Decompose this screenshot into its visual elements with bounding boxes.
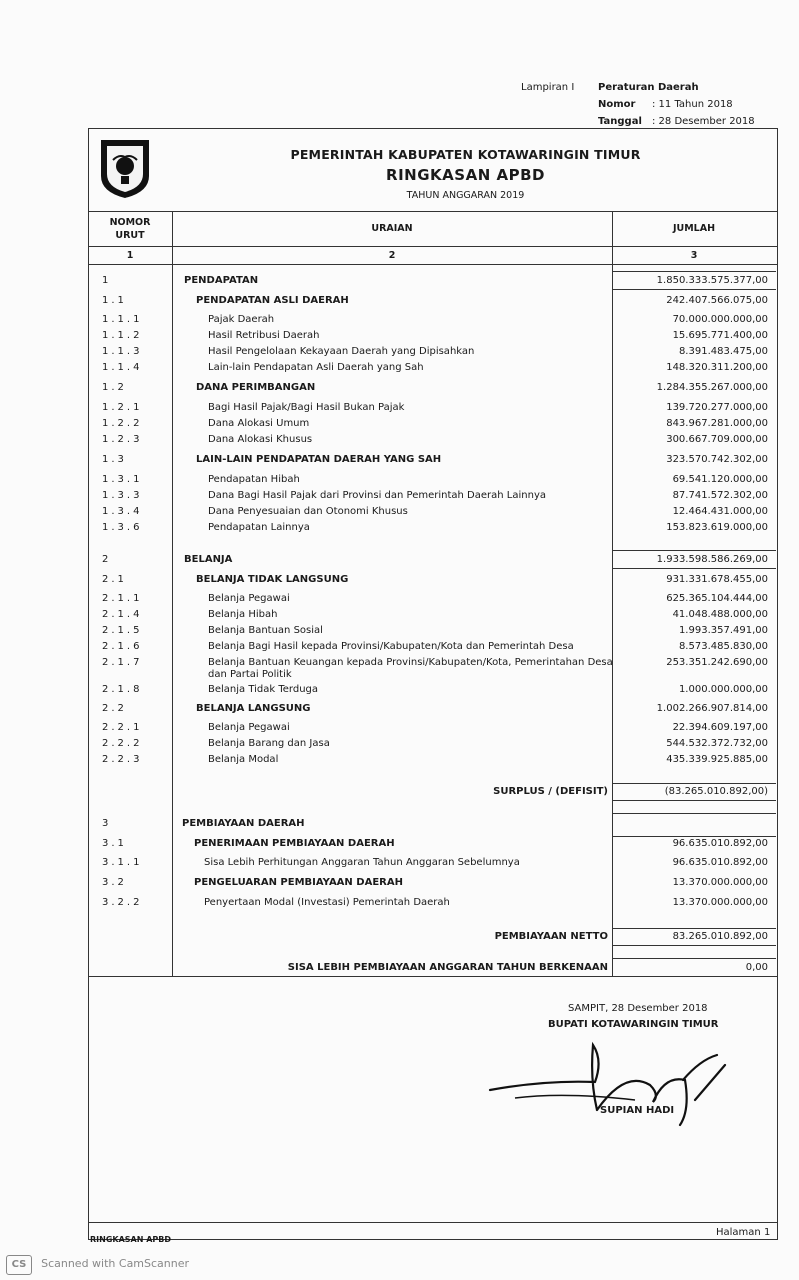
row-amount: 1.933.598.586.269,00 xyxy=(656,554,768,565)
signature-place-date: SAMPIT, 28 Desember 2018 xyxy=(568,1003,708,1014)
row-amount: 8.573.485.830,00 xyxy=(678,641,768,652)
row-number: 1.3.3 xyxy=(102,490,143,501)
row-number: 3.2.2 xyxy=(102,897,143,908)
row-description: Belanja Bagi Hasil kepada Provinsi/Kabupaten/Kota dan Pemerintah Desa xyxy=(208,641,574,652)
row-amount: 15.695.771.400,00 xyxy=(672,330,768,341)
row-number: 1.2.3 xyxy=(102,434,143,445)
row-number: 1.3 xyxy=(102,454,127,465)
row-description: BELANJA xyxy=(184,554,233,565)
row-description: Hasil Retribusi Daerah xyxy=(208,330,320,341)
row-description: Penyertaan Modal (Investasi) Pemerintah Daerah xyxy=(204,897,450,908)
government-title: PEMERINTAH KABUPATEN KOTAWARINGIN TIMUR xyxy=(290,147,641,162)
row-amount: 22.394.609.197,00 xyxy=(672,722,768,733)
row-number: 2.1.8 xyxy=(102,684,143,695)
row-description: PEMBIAYAAN DAERAH xyxy=(182,818,305,829)
row-description: Pendapatan Hibah xyxy=(208,474,300,485)
camscanner-text: Scanned with CamScanner xyxy=(41,1257,190,1270)
row-amount: 625.365.104.444,00 xyxy=(666,593,768,604)
row-description: Dana Alokasi Khusus xyxy=(208,434,313,445)
row-description: PENDAPATAN xyxy=(184,275,259,286)
row-description: Belanja Tidak Terduga xyxy=(208,684,319,695)
row-number: 2.2.2 xyxy=(102,738,143,749)
amount-box-top-line xyxy=(612,271,776,272)
row-number: 2.1.5 xyxy=(102,625,143,636)
row-number: 2.2 xyxy=(102,703,127,714)
row-number: 3 xyxy=(102,818,112,829)
row-amount: 69.541.120.000,00 xyxy=(672,474,768,485)
row-amount: 13.370.000.000,00 xyxy=(672,877,768,888)
netto-top-line xyxy=(612,928,776,929)
row-amount: 96.635.010.892,00 xyxy=(672,838,768,849)
row-amount: 8.391.483.475,00 xyxy=(678,346,768,357)
row-amount: 323.570.742.302,00 xyxy=(666,454,768,465)
netto-value: 83.265.010.892,00 xyxy=(672,931,768,942)
amount-box-top-line xyxy=(612,550,776,551)
pembiayaan-line-a xyxy=(612,813,776,814)
row-amount: 13.370.000.000,00 xyxy=(672,897,768,908)
fiscal-year: TAHUN ANGGARAN 2019 xyxy=(406,190,525,201)
row-number: 2 xyxy=(102,554,112,565)
row-description: BELANJA TIDAK LANGSUNG xyxy=(196,574,349,585)
page-number: Halaman 1 xyxy=(716,1227,771,1238)
row-description: Belanja Bantuan Sosial xyxy=(208,625,323,636)
row-amount: 1.002.266.907.814,00 xyxy=(656,703,768,714)
row-amount: 1.850.333.575.377,00 xyxy=(656,275,768,286)
row-description: Pajak Daerah xyxy=(208,314,275,325)
row-description: PENGELUARAN PEMBIAYAAN DAERAH xyxy=(194,877,403,888)
row-amount: 843.967.281.000,00 xyxy=(666,418,768,429)
row-number: 1.2.2 xyxy=(102,418,143,429)
row-amount: 300.667.709.000,00 xyxy=(666,434,768,445)
row-number: 1.2.1 xyxy=(102,402,143,413)
row-amount: 153.823.619.000,00 xyxy=(666,522,768,533)
row-amount: 544.532.372.732,00 xyxy=(666,738,768,749)
document-title: RINGKASAN APBD xyxy=(386,166,545,184)
row-number: 1.3.4 xyxy=(102,506,143,517)
signature-office: BUPATI KOTAWARINGIN TIMUR xyxy=(548,1019,719,1030)
surplus-value: (83.265.010.892,00) xyxy=(664,786,768,797)
amount-box-bottom-line xyxy=(612,289,776,290)
row-number: 1.2 xyxy=(102,382,127,393)
footer-divider xyxy=(88,1222,778,1223)
row-amount: 1.993.357.491,00 xyxy=(678,625,768,636)
footer-left: RINGKASAN APBD xyxy=(90,1235,172,1244)
lampiran-value: Peraturan Daerah xyxy=(598,82,699,93)
col-header-jumlah: JUMLAH xyxy=(672,223,716,234)
col-index-2: 2 xyxy=(388,250,396,261)
row-number: 1.1 xyxy=(102,295,127,306)
signatory-name: SUPIAN HADI xyxy=(600,1105,675,1116)
nomor-label: Nomor xyxy=(598,99,636,110)
camscanner-logo-icon: CS xyxy=(6,1255,32,1275)
row-amount: 139.720.277.000,00 xyxy=(666,402,768,413)
col-header-urut: URUT xyxy=(115,230,145,241)
header-divider xyxy=(88,246,778,247)
row-number: 1.1.2 xyxy=(102,330,143,341)
row-amount: 253.351.242.690,00 xyxy=(666,657,768,668)
row-description: BELANJA LANGSUNG xyxy=(196,703,311,714)
surplus-bottom-line xyxy=(612,800,776,801)
row-amount: 96.635.010.892,00 xyxy=(672,857,768,868)
row-number: 3.1 xyxy=(102,838,127,849)
netto-bottom-line xyxy=(612,945,776,946)
row-number: 1.1.1 xyxy=(102,314,143,325)
row-description: Belanja Hibah xyxy=(208,609,278,620)
row-description: Hasil Pengelolaan Kekayaan Daerah yang Dipisahkan xyxy=(208,346,475,357)
row-amount: 12.464.431.000,00 xyxy=(672,506,768,517)
row-number: 2.1.6 xyxy=(102,641,143,652)
row-number: 2.2.1 xyxy=(102,722,143,733)
row-number: 2.1.4 xyxy=(102,609,143,620)
row-number: 1.3.6 xyxy=(102,522,143,533)
row-number: 2.1.7 xyxy=(102,657,143,668)
row-amount: 1.000.000.000,00 xyxy=(678,684,768,695)
row-description: LAIN-LAIN PENDAPATAN DAERAH YANG SAH xyxy=(196,454,442,465)
row-amount: 931.331.678.455,00 xyxy=(666,574,768,585)
amount-box-bottom-line xyxy=(612,568,776,569)
surplus-label: SURPLUS / (DEFISIT) xyxy=(493,786,608,797)
row-description: Bagi Hasil Pajak/Bagi Hasil Bukan Pajak xyxy=(208,402,405,413)
sisa-label: SISA LEBIH PEMBIAYAAN ANGGARAN TAHUN BERKENAAN xyxy=(287,962,608,973)
row-amount: 242.407.566.075,00 xyxy=(666,295,768,306)
row-number: 1.3.1 xyxy=(102,474,143,485)
row-amount: 435.339.925.885,00 xyxy=(666,754,768,765)
netto-label: PEMBIAYAAN NETTO xyxy=(494,931,608,942)
row-amount: 1.284.355.267.000,00 xyxy=(656,382,768,393)
row-number: 3.2 xyxy=(102,877,127,888)
col-header-uraian: URAIAN xyxy=(371,223,413,234)
row-number: 2.1 xyxy=(102,574,127,585)
table-top-border xyxy=(88,211,778,212)
row-amount: 41.048.488.000,00 xyxy=(672,609,768,620)
row-number: 2.1.1 xyxy=(102,593,143,604)
pembiayaan-line-b xyxy=(612,836,776,837)
surplus-top-line xyxy=(612,783,776,784)
tanggal-value: : 28 Desember 2018 xyxy=(652,116,755,127)
row-description: Belanja Bantuan Keuangan kepada Provinsi/Kabupaten/Kota, Pemerintahan Desa xyxy=(208,657,613,668)
tanggal-label: Tanggal xyxy=(598,116,642,127)
col-index-1: 1 xyxy=(126,250,134,261)
row-description: Belanja Pegawai xyxy=(208,722,290,733)
nomor-value: : 11 Tahun 2018 xyxy=(652,99,733,110)
row-description: Belanja Modal xyxy=(208,754,279,765)
table-bottom-border xyxy=(88,976,778,977)
row-description: Belanja Barang dan Jasa xyxy=(208,738,330,749)
row-amount: 87.741.572.302,00 xyxy=(672,490,768,501)
row-description: Pendapatan Lainnya xyxy=(208,522,310,533)
row-number: 1 xyxy=(102,275,112,286)
row-description: Belanja Pegawai xyxy=(208,593,290,604)
camscanner-watermark xyxy=(6,1252,189,1275)
header-index-divider xyxy=(88,264,778,265)
handwritten-signature xyxy=(485,1040,735,1130)
row-description: Dana Penyesuaian dan Otonomi Khusus xyxy=(208,506,408,517)
row-amount: 148.320.311.200,00 xyxy=(666,362,768,373)
sisa-top-line xyxy=(612,958,776,959)
column-divider-2 xyxy=(612,211,613,976)
row-description: DANA PERIMBANGAN xyxy=(196,382,316,393)
col-header-nomor: NOMOR xyxy=(109,217,151,228)
row-number: 2.2.3 xyxy=(102,754,143,765)
row-number: 1.1.4 xyxy=(102,362,143,373)
row-description: Lain-lain Pendapatan Asli Daerah yang Sah xyxy=(208,362,424,373)
row-description: Dana Alokasi Umum xyxy=(208,418,310,429)
lampiran-label: Lampiran I xyxy=(521,82,575,93)
row-description: PENERIMAAN PEMBIAYAAN DAERAH xyxy=(194,838,395,849)
sisa-value: 0,00 xyxy=(745,962,768,973)
row-number: 1.1.3 xyxy=(102,346,143,357)
row-amount: 70.000.000.000,00 xyxy=(672,314,768,325)
col-index-3: 3 xyxy=(690,250,698,261)
column-divider-1 xyxy=(172,211,173,976)
row-description: Sisa Lebih Perhitungan Anggaran Tahun Anggaran Sebelumnya xyxy=(204,857,520,868)
row-number: 3.1.1 xyxy=(102,857,143,868)
row-description: Dana Bagi Hasil Pajak dari Provinsi dan Pemerintah Daerah Lainnya xyxy=(208,490,546,501)
row-description: PENDAPATAN ASLI DAERAH xyxy=(196,295,349,306)
row-description-continued: dan Partai Politik xyxy=(208,669,292,680)
